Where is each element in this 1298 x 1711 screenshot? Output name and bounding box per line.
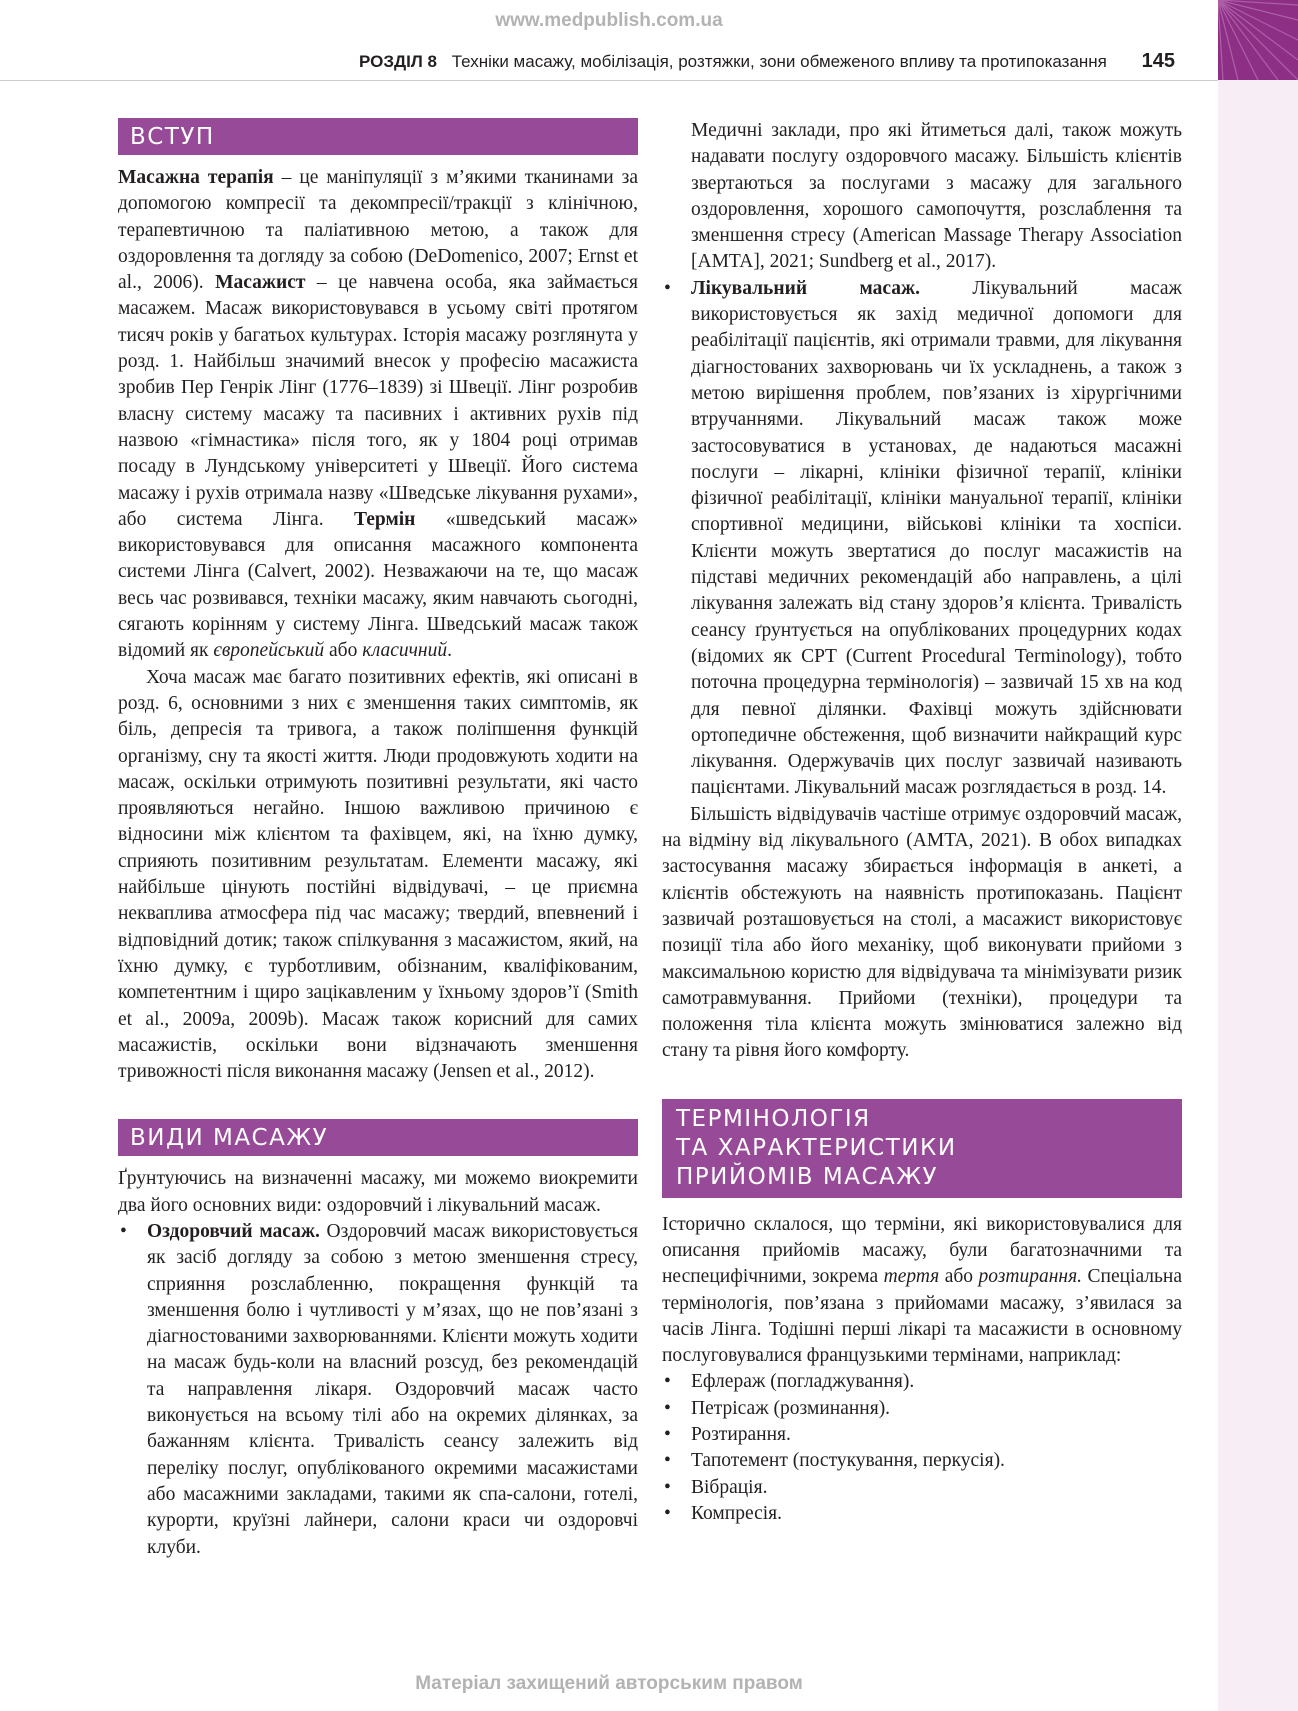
- running-header: [359, 50, 1175, 73]
- intro-paragraph-1: Масажна терапія – це маніпуляції з м’якими тканинами за допомогою компресії та декомпресії/тракції з клінічною, терапевтичною та паліативною метою, а також для оздоровлення та догляду за собою (DeDomenico, 2007; Ernst et al., 2006). Масажист – це навчена особа, яка займається масажем. Масаж використовувався в усьому світі протягом тисяч років у багатьох культурах. Історія масажу розглянута у розд. 1. Найбільш значимий внесок у професію масажиста зробив Пер Генрік Лінг (1776–1839) зі Швеції. Лінг розробив власну систему масажу та пасивних і активних рухів під назвою «гімнастика» після того, як у 1804 році отримав посаду в Лундському університеті у Швеції. Його система масажу і рухів отримала назву «Шведське лікування рухами», або система Лінга. Термін «шведський масаж» використовувався для описання масажного компонента системи Лінга (Calvert, 2002). Незважаючи на те, що масаж весь час розвивався, техніки масажу, яким навчають сьогодні, сягають корінням у систему Лінга. Шведський масаж також відомий як європейський або класичний.: [118, 167, 638, 662]
- list-item-wellness: • Оздоровчий масаж. Оздоровчий масаж використовується як засіб догляду за собою з метою зменшення стресу, сприяння розслабленню, покращення функцій та зменшення болю і чутливості у м’язах, що не пов’язані з діагностованими захворюваннями. Клієнти можуть ходити на масаж будь-коли на власний розсуд, без рекомендацій та направлення лікаря. Оздоровчий масаж часто виконується на всьому тілі або на окремих ділянках, за бажанням клієнта. Тривалість сеансу залежить від переліку послуг, опублікованого окремими масажистами або масажними закладами, такими як спа-салони, готелі, курорти, круїзні лайнери, салони краси чи оздоровчі клуби.: [118, 1219, 638, 1561]
- header-rule: [0, 80, 1218, 81]
- chapter-label: РОЗДІЛ 8: [359, 52, 437, 71]
- types-intro-paragraph: Ґрунтуючись на визначенні масажу, ми можемо виокремити два його основних види: оздоровчий і лікувальний масаж.: [118, 1168, 638, 1216]
- wellness-continuation: Медичні заклади, про які йтиметься далі, також можуть надавати послугу оздоровчого масажу. Більшість клієнтів звертаються за послугами з масажу для загального оздоровлення, хорошого самопочуття, розслаблення та зменшення стресу (American Massage Therapy Association [AMTA], 2021; Sundberg et al., 2017).: [691, 120, 1182, 273]
- list-item: • Тапотемент (постукування, перкусія).: [662, 1448, 1182, 1474]
- list-item: • Петрісаж (розминання).: [662, 1396, 1182, 1422]
- margin-band: [1218, 80, 1298, 1711]
- list-item: • Ефлераж (погладжування).: [662, 1369, 1182, 1395]
- types-list: [118, 1219, 638, 1561]
- heading-line: ПРИЙОМІВ МАСАЖУ: [676, 1163, 939, 1190]
- types-list-continued: [662, 276, 1182, 802]
- types-summary-paragraph: Більшість відвідувачів частіше отримує оздоровчий масаж, на відміну від лікувального (AMTA, 2021). В обох випадках застосування масажу збирається інформація в анкеті, а клієнтів обстежують на наявність протипоказань. Пацієнт зазвичай розташовується на столі, а масажист використовує позиції тіла або його механіку, щоб виконувати прийоми з максимальною користю для відвідувача та мінімізувати ризик самотравмування. Прийоми (техніки), процедури та положення тіла клієнта можуть змінюватися залежно від стану та рівня його комфорту.: [662, 803, 1183, 1062]
- intro-paragraph-2: Хоча масаж має багато позитивних ефектів, які описані в розд. 6, основними з них є зменшення таких симптомів, як біль, депресія та тривога, а також поліпшення функцій організму, сну та якості життя. Люди продовжують ходити на масаж, оскільки отримують позитивні результати, які часто проявляються негайно. Іншою важливою причиною є відносини між клієнтом та фахівцем, які, на їхню думку, сприяють позитивним результатам. Елементи масажу, які найбільше цінують постійні відвідувачі, – це приємна некваплива атмосфера під час масажу; твердий, впевнений і відповідний дотик; також спілкування з масажистом, який, на їхню думку, є турботливим, обізнаним, кваліфікованим, компетентним і щиро зацікавленим у їхньому здоров’ї (Smith et al., 2009a, 2009b). Масаж також корисний для самих масажистів, оскільки вони відзначають зменшення тривожності після виконання масажу (Jensen et al., 2012).: [118, 666, 638, 1083]
- left-column: [118, 118, 638, 1561]
- site-watermark: www.medpublish.com.ua: [495, 10, 723, 31]
- corner-rays-graphic: [1218, 0, 1298, 80]
- list-item-medical: • Лікувальний масаж. Лікувальний масаж використовується як захід медичної допомоги для реабілітації пацієнтів, які отримали травми, для лікування діагностованих захворювань чи їх ускладнень, а також з метою вирішення проблем, пов’язаних із хірургічними втручаннями. Лікувальний масаж також може застосовуватися в установах, де надаються масажні послуги – лікарні, клініки фізичної терапії, клініки фізичної реабілітації, клініки мануальної терапії, клініки спортивної медицини, військові клініки та хоспіси. Клієнти можуть звертатися до послуг масажистів на підставі медичних рекомендацій або направлень, а цілі лікування залежать від стану здоров’я клієнта. Тривалість сеансу ґрунтується на опублікованих процедурних кодах (відомих як CPT (Current Procedural Terminology), тобто поточна процедурна термінологія) – зазвичай 15 хв на код для певної ділянки. Фахівці можуть здійснювати ортопедичне обстеження, щоб визначити найкращий курс лікування. Одержувачів цих послуг зазвичай називають пацієнтами. Лікувальний масаж розглядається в розд. 14.: [662, 276, 1182, 802]
- corner-decoration: [1218, 0, 1298, 80]
- list-item: • Компресія.: [662, 1501, 1182, 1527]
- list-item: • Вібрація.: [662, 1475, 1182, 1501]
- heading-line: ТЕРМІНОЛОГІЯ: [676, 1105, 871, 1132]
- heading-line: ТА ХАРАКТЕРИСТИКИ: [676, 1134, 957, 1161]
- copyright-watermark: Матеріал захищений авторським правом: [415, 1673, 803, 1694]
- page-number: 145: [1141, 50, 1175, 72]
- section-heading-types: ВИДИ МАСАЖУ: [118, 1119, 638, 1156]
- list-item: • Розтирання.: [662, 1422, 1182, 1448]
- chapter-title: Техніки масажу, мобілізація, розтяжки, зони обмеженого впливу та протипоказання: [451, 52, 1107, 71]
- section-heading-terminology: [662, 1099, 1182, 1198]
- technique-list: [662, 1369, 1182, 1527]
- terminology-paragraph: Історично склалося, що терміни, які використовувалися для описання прийомів масажу, були багатозначними та неспецифічними, зокрема тертя або розтирання. Спеціальна термінологія, пов’язана з прийомами масажу, з’явилася за часів Лінга. Тодішні перші лікарі та масажисти в основному послуговувалися французькими термінами, наприклад:: [662, 1213, 1183, 1367]
- section-heading-intro: ВСТУП: [118, 118, 638, 155]
- right-column: [662, 118, 1182, 1527]
